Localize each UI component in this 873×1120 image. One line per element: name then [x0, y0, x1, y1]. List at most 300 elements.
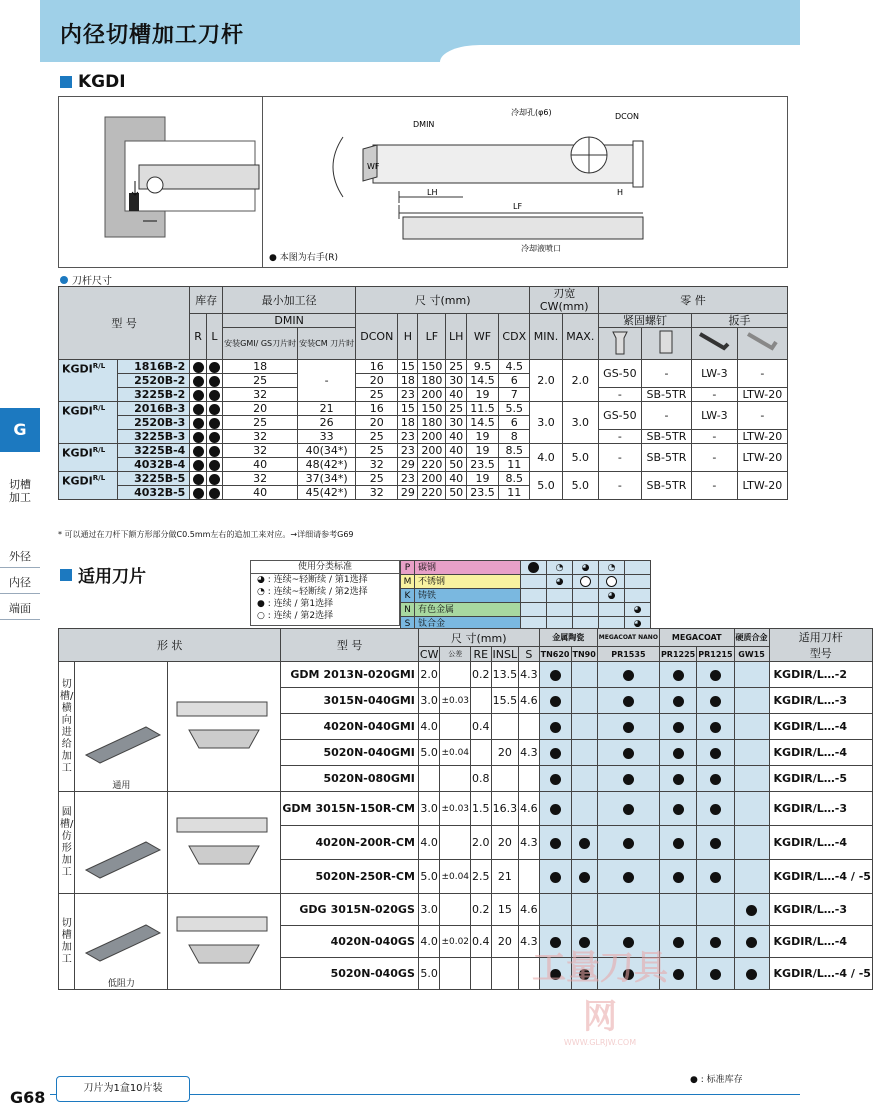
cell-lh: 25: [446, 360, 466, 374]
grade-mark: [697, 662, 734, 688]
cell-width-max: 2.0: [562, 360, 598, 402]
material-code: K: [401, 589, 415, 603]
cell-dcon: 16: [356, 360, 398, 374]
cell-cdx: 5.5: [499, 402, 530, 416]
section-label: 圆槽/仿形加工: [59, 792, 75, 894]
cell-wr1: LW-3: [692, 360, 738, 388]
cell-screw1: GS-50: [599, 360, 642, 388]
cell-wf: 11.5: [466, 402, 498, 416]
mark-icon: [209, 362, 220, 373]
dimension-diagram: [263, 97, 788, 253]
insert-dimension-icon: [169, 690, 279, 760]
sidebar-tab-inner[interactable]: 内径: [0, 572, 40, 594]
cell-cdx: 11: [499, 486, 530, 500]
cell-width-max: 5.0: [562, 444, 598, 472]
cell-lh: 50: [446, 486, 466, 500]
material-mark: [573, 589, 599, 603]
material-row: [401, 575, 651, 589]
th-wrench: 扳手: [692, 314, 788, 328]
mark-icon: [606, 576, 617, 587]
grade-mark: [597, 894, 659, 926]
grade-mark: [571, 860, 597, 894]
th-grade: PR1225: [659, 647, 696, 662]
model-code: 3015N-150R-CM: [315, 802, 415, 815]
grade-mark: [539, 792, 571, 826]
mark-icon: [580, 576, 591, 587]
fit-holder: KGDIR/L…-3: [769, 792, 872, 826]
material-name: 铸铁: [415, 589, 521, 603]
grade-mark: [539, 688, 571, 714]
mark-icon: [550, 696, 561, 707]
cell-cw: 4.0: [418, 714, 440, 740]
label-h: H: [617, 188, 624, 197]
cell-wf: 23.5: [466, 486, 498, 500]
grade-mark: [571, 688, 597, 714]
usage-legend: [250, 560, 400, 626]
material-mark: [573, 575, 599, 589]
cell-wr2: LTW-20: [737, 472, 787, 500]
grade-mark: [697, 792, 734, 826]
insert-model: [281, 766, 419, 792]
mark-icon: [710, 722, 721, 733]
th-carbide: 硬质合金: [734, 629, 769, 647]
grade-mark: [697, 894, 734, 926]
model-code: 4020N-040GS: [330, 935, 415, 948]
cell-lf: 220: [418, 486, 446, 500]
grade-mark: [734, 826, 769, 860]
cell-h: 29: [398, 486, 418, 500]
material-mark: [521, 589, 547, 603]
table-row: [59, 662, 873, 688]
cell-dcon: 25: [356, 430, 398, 444]
cell-h: 23: [398, 472, 418, 486]
stock-cell: [206, 402, 222, 416]
insert-table: [58, 628, 873, 990]
grade-mark: [697, 766, 734, 792]
cell-cw: 5.0: [418, 860, 440, 894]
cell-insl: 20: [491, 826, 519, 860]
grade-mark: [597, 662, 659, 688]
wrench-icon-2: [737, 328, 787, 360]
material-mark: [625, 589, 651, 603]
material-code: N: [401, 603, 415, 617]
section-title-text: KGDI: [78, 72, 126, 92]
mark-icon: [193, 404, 204, 415]
th-model2: 型 号: [281, 629, 419, 662]
material-mark: [599, 575, 625, 589]
cell-width-max: 5.0: [562, 472, 598, 500]
insert-icon: [76, 830, 166, 890]
th-fit: 适用刀杆 型号: [769, 629, 872, 662]
cell-screw2: -: [641, 402, 691, 430]
cell-tol: ±0.03: [440, 688, 471, 714]
label-dcon: DCON: [615, 112, 640, 121]
mark-icon: [623, 748, 634, 759]
cell-cdx: 4.5: [499, 360, 530, 374]
cell-insl: [491, 766, 519, 792]
cell-lf: 220: [418, 458, 446, 472]
mark-icon: [746, 937, 757, 948]
mark-icon: [550, 748, 561, 759]
stock-cell: [190, 388, 206, 402]
mark-icon: [209, 460, 220, 471]
grade-mark: [597, 792, 659, 826]
cell-screw1: -: [599, 444, 642, 472]
cell-wr1: -: [692, 388, 738, 402]
mark-icon: [193, 432, 204, 443]
grade-mark: [734, 860, 769, 894]
fit-holder: KGDIR/L…-4: [769, 826, 872, 860]
th-cermet: 金属陶瓷: [539, 629, 597, 647]
mark-icon: [193, 446, 204, 457]
material-table: [400, 560, 651, 631]
th-r: R: [190, 314, 206, 360]
model-code: 4020N-200R-CM: [315, 836, 415, 849]
material-row: [401, 603, 651, 617]
legend-item: ○ : 连续 / 第2选择: [257, 611, 334, 621]
cell-tol: [440, 894, 471, 926]
mark-icon: [710, 774, 721, 785]
material-mark: [547, 589, 573, 603]
mark-icon: [673, 872, 684, 883]
cell-wf: 9.5: [466, 360, 498, 374]
cell-cw: 3.0: [418, 688, 440, 714]
cell-gmi: 32: [223, 430, 298, 444]
th-cm: 安装CM 刀片时: [298, 328, 356, 360]
grade-mark: [571, 894, 597, 926]
model-code: 5020N-040GMI: [323, 746, 415, 759]
stock-cell: [206, 472, 222, 486]
th-max: MAX.: [562, 314, 598, 360]
screw-icon-2: [641, 328, 691, 360]
footer-stock-note: ● : 标准库存: [690, 1075, 743, 1085]
mark-icon: [193, 376, 204, 387]
model-code: 5020N-040GS: [330, 967, 415, 980]
grade-mark: [539, 766, 571, 792]
cell-width-min: 4.0: [530, 444, 562, 472]
cell-s: [519, 766, 540, 792]
insert-model: [281, 740, 419, 766]
th-min: MIN.: [530, 314, 562, 360]
grade-mark: [571, 714, 597, 740]
cell-screw2: SB-5TR: [641, 444, 691, 472]
insert-icon: [76, 715, 166, 775]
mark-icon: [710, 670, 721, 681]
cell-wf: 23.5: [466, 458, 498, 472]
mark-icon: [673, 838, 684, 849]
cell-cdx: 8.5: [499, 444, 530, 458]
th-grade: TN90: [571, 647, 597, 662]
grade-mark: [659, 860, 696, 894]
stock-cell: [206, 388, 222, 402]
grade-mark: [697, 826, 734, 860]
cell-cm: 48(42*): [298, 458, 356, 472]
cell-wf: 19: [466, 472, 498, 486]
sidebar-section-tab[interactable]: G: [0, 408, 40, 452]
insert-model: [281, 714, 419, 740]
grade-mark: [734, 766, 769, 792]
th-stock: 库存: [190, 287, 223, 314]
model-code: 2016B-3: [117, 402, 189, 416]
mark-icon: [209, 376, 220, 387]
grade-mark: [597, 688, 659, 714]
mark-icon: [623, 670, 634, 681]
mark-icon: ◕: [581, 562, 590, 573]
cell-insl: 16.3: [491, 792, 519, 826]
cell-s: [519, 860, 540, 894]
insert-photo: [75, 792, 168, 894]
cell-width-max: 3.0: [562, 402, 598, 444]
model-code: 3225B-3: [117, 430, 189, 444]
cell-dcon: 20: [356, 374, 398, 388]
mark-icon: [710, 748, 721, 759]
cell-h: 18: [398, 416, 418, 430]
grade-mark: [539, 860, 571, 894]
mark-icon: [623, 872, 634, 883]
cell-tol: ±0.02: [440, 926, 471, 958]
th-wf: WF: [466, 314, 498, 360]
stock-cell: [206, 486, 222, 500]
cell-re: 0.2: [471, 894, 492, 926]
th-min-dia: 最小加工径: [223, 287, 356, 314]
material-name: 钛合金: [415, 617, 521, 631]
cell-lf: 180: [418, 416, 446, 430]
cell-gmi: 40: [223, 486, 298, 500]
cell-cdx: 6: [499, 374, 530, 388]
mark-icon: [673, 670, 684, 681]
table-row: [59, 444, 788, 458]
cell-insl: [491, 958, 519, 990]
model-code: 3225B-5: [117, 472, 189, 486]
mark-icon: [193, 488, 204, 499]
footer-pack-note: 刀片为1盒10片装: [56, 1076, 190, 1102]
cell-screw1: -: [599, 472, 642, 500]
cell-lf: 200: [418, 430, 446, 444]
section-title-text: 适用刀片: [78, 567, 146, 587]
label-nozzle: 冷却液喷口: [521, 244, 561, 253]
cell-tol: [440, 714, 471, 740]
mark-icon: ◕: [633, 604, 642, 615]
th-grade: TN620: [539, 647, 571, 662]
th-grade: PR1215: [697, 647, 734, 662]
cell-wr1: -: [692, 430, 738, 444]
mark-icon: [710, 937, 721, 948]
model-code: 5020N-080GMI: [323, 772, 415, 785]
grade-mark: [697, 714, 734, 740]
cell-screw2: SB-5TR: [641, 388, 691, 402]
mark-icon: [528, 562, 539, 573]
material-code: P: [401, 561, 415, 575]
legend-title: 使用分类标准: [251, 561, 399, 574]
cell-dcon: 32: [356, 486, 398, 500]
insert-model: [281, 958, 419, 990]
sidebar-tab-face[interactable]: 端面: [0, 598, 40, 620]
grade-mark: [659, 826, 696, 860]
fit-holder: KGDIR/L…-4: [769, 926, 872, 958]
fit-holder: KGDIR/L…-3: [769, 894, 872, 926]
mark-icon: [623, 722, 634, 733]
insert-model: [281, 894, 419, 926]
cell-tol: [440, 662, 471, 688]
series-code: GDM: [282, 802, 312, 815]
mark-icon: ◕: [607, 590, 616, 601]
th-dims2: 尺 寸(mm): [418, 629, 539, 647]
material-mark: [625, 575, 651, 589]
cell-s: 4.6: [519, 688, 540, 714]
grade-mark: [597, 860, 659, 894]
mark-icon: [710, 804, 721, 815]
cell-tol: ±0.04: [440, 740, 471, 766]
wrench-icon-1: [692, 328, 738, 360]
label-lf: LF: [513, 202, 523, 211]
grade-mark: [539, 740, 571, 766]
cell-gmi: 32: [223, 472, 298, 486]
cell-screw1: GS-50: [599, 402, 642, 430]
model-code: 3015N-020GS: [330, 903, 415, 916]
grade-mark: [659, 662, 696, 688]
caption-dot-icon: [60, 276, 68, 284]
cell-re: 0.2: [471, 662, 492, 688]
cell-gmi: 25: [223, 416, 298, 430]
cell-tol: ±0.03: [440, 792, 471, 826]
grade-mark: [659, 894, 696, 926]
cell-re: 0.4: [471, 926, 492, 958]
cell-dcon: 20: [356, 416, 398, 430]
cell-cdx: 8.5: [499, 472, 530, 486]
cell-cw: 5.0: [418, 958, 440, 990]
cell-wr2: LTW-20: [737, 388, 787, 402]
model-code: 4020N-040GMI: [323, 720, 415, 733]
stock-cell: [190, 374, 206, 388]
grade-mark: [697, 740, 734, 766]
grade-mark: [734, 740, 769, 766]
cell-insl: 20: [491, 740, 519, 766]
th-shape: 形 状: [59, 629, 281, 662]
grade-mark: [597, 826, 659, 860]
mark-icon: [550, 872, 561, 883]
legend-item: ◔ : 连续~轻断续 / 第2选择: [257, 587, 368, 597]
material-mark: [521, 575, 547, 589]
cell-lf: 200: [418, 472, 446, 486]
material-mark: [599, 561, 625, 575]
th-megacoat: MEGACOAT: [659, 629, 734, 647]
cell-re: 1.5: [471, 792, 492, 826]
material-row: [401, 561, 651, 575]
stock-cell: [190, 430, 206, 444]
grade-mark: [734, 792, 769, 826]
cell-gmi: 20: [223, 402, 298, 416]
page-header: [0, 0, 800, 62]
mark-icon: ◔: [607, 562, 616, 573]
cell-wf: 19: [466, 444, 498, 458]
table-row: [59, 894, 873, 926]
fit-holder: KGDIR/L…-5: [769, 766, 872, 792]
fit-holder: KGDIR/L…-4: [769, 740, 872, 766]
cell-tol: [440, 958, 471, 990]
cell-h: 29: [398, 458, 418, 472]
grade-mark: [734, 926, 769, 958]
insert-photo: [75, 894, 168, 990]
cell-lh: 40: [446, 444, 466, 458]
mark-icon: [710, 872, 721, 883]
grade-mark: [659, 792, 696, 826]
section-square-icon: [60, 76, 72, 88]
insert-model: [281, 860, 419, 894]
material-mark: [625, 603, 651, 617]
cell-screw2: SB-5TR: [641, 430, 691, 444]
th-lf: LF: [418, 314, 446, 360]
series-code: GDG: [299, 903, 327, 916]
th-cdx: CDX: [499, 314, 530, 360]
cell-insl: 20: [491, 926, 519, 958]
cell-h: 15: [398, 360, 418, 374]
sidebar-tab-outer[interactable]: 外径: [0, 546, 40, 568]
stock-cell: [190, 402, 206, 416]
model-prefix: [59, 472, 118, 500]
sidebar-vertical-label: 切槽加工: [9, 478, 31, 504]
insert-model: [281, 792, 419, 826]
mark-icon: [209, 446, 220, 457]
mark-icon: ◕: [633, 618, 642, 629]
cell-lh: 30: [446, 416, 466, 430]
page-number: G68: [10, 1088, 46, 1107]
cell-cm: 21: [298, 402, 356, 416]
model-code: 2520B-2: [117, 374, 189, 388]
model-prefix: [59, 444, 118, 472]
series-code: GDM: [290, 668, 320, 681]
legend-item: ● : 连续 / 第1选择: [257, 599, 334, 609]
drawing-note: ● 本图为右手(R): [269, 253, 338, 263]
mark-icon: [209, 474, 220, 485]
material-mark: [599, 589, 625, 603]
model-prefix: [59, 402, 118, 444]
cell-wr1: LW-3: [692, 402, 738, 430]
th-model: 型 号: [59, 287, 190, 360]
material-mark: [547, 561, 573, 575]
cell-h: 23: [398, 388, 418, 402]
fit-holder: KGDIR/L…-4: [769, 714, 872, 740]
th-lh: LH: [446, 314, 466, 360]
cell-lh: 40: [446, 388, 466, 402]
cell-re: 0.8: [471, 766, 492, 792]
prefix-text: KGDI: [62, 446, 93, 460]
cell-h: 18: [398, 374, 418, 388]
prefix-text: KGDI: [62, 474, 93, 488]
stock-cell: [206, 430, 222, 444]
cell-h: 23: [398, 430, 418, 444]
stock-cell: [206, 458, 222, 472]
grade-mark: [571, 662, 597, 688]
mark-icon: [673, 748, 684, 759]
prefix-text: KGDI: [62, 362, 93, 376]
table1-caption-text: 刀杆尺寸: [72, 276, 112, 287]
table-row: [59, 792, 873, 826]
stock-cell: [190, 486, 206, 500]
cell-screw2: -: [641, 360, 691, 388]
mark-icon: [579, 872, 590, 883]
cell-dcon: 25: [356, 472, 398, 486]
label-dmin: DMIN: [413, 120, 435, 129]
cell-s: 4.3: [519, 740, 540, 766]
th-l: L: [206, 314, 222, 360]
cell-cw: 4.0: [418, 926, 440, 958]
th-insl: INSL: [492, 647, 518, 661]
cell-insl: 21: [491, 860, 519, 894]
cell-cm: 45(42*): [298, 486, 356, 500]
cell-cm: -: [298, 360, 356, 402]
cell-screw1: -: [599, 388, 642, 402]
material-mark: [521, 603, 547, 617]
